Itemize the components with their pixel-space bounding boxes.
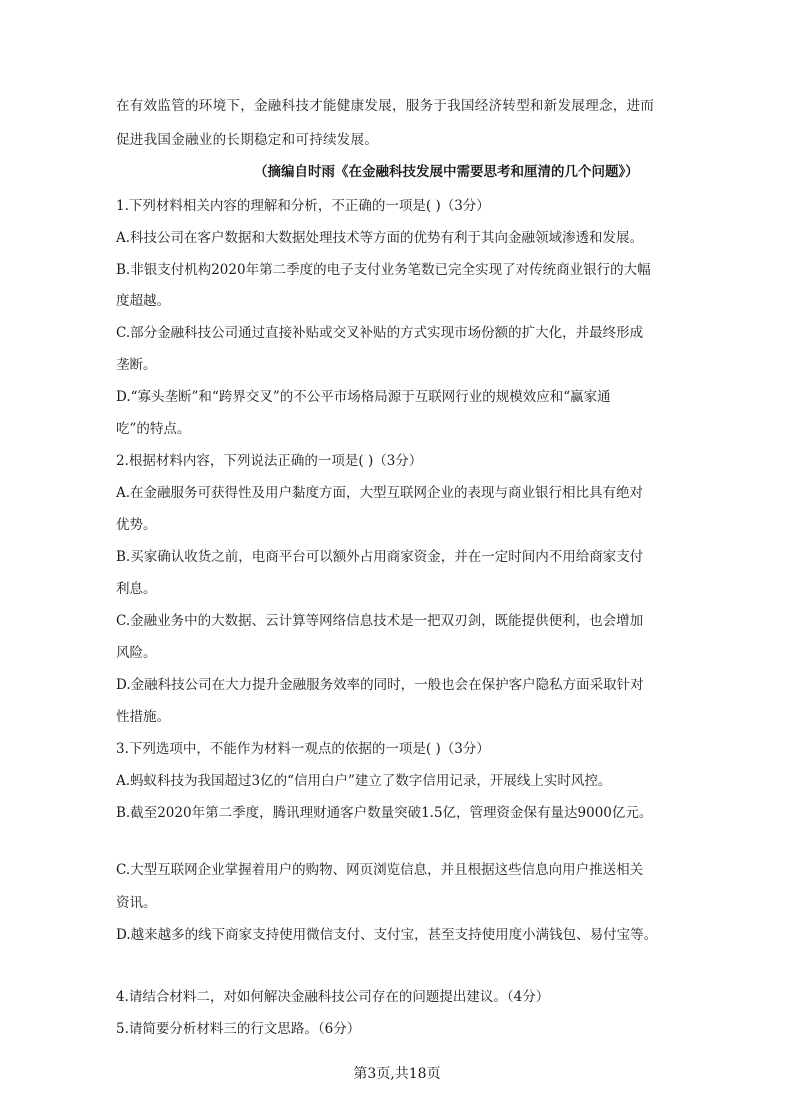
question-5-stem: 5.请简要分析材料三的行文思路。（6分） [116,1021,361,1037]
question-3-option-c-cont: 资讯。 [116,895,157,911]
question-3-option-b: B.截至2020年第二季度，腾讯理财通客户数量突破1.5亿，管理资金保有量达9000亿元。 [116,805,653,821]
question-1-stem: 1.下列材料相关内容的理解和分析，不正确的一项是( )（3分） [116,198,490,214]
question-3-option-a: A.蚂蚁科技为我国超过3亿的“信用白户”建立了数字信用记录，开展线上实时风控。 [116,773,612,789]
question-1-option-d-cont: 吃”的特点。 [116,421,191,437]
question-2-option-a: A.在金融服务可获得性及用户黏度方面，大型互联网企业的表现与商业银行相比具有绝对 [116,485,644,501]
page-number: 第3页,共18页 [353,1066,441,1082]
question-4-stem: 4.请结合材料二，对如何解决金融科技公司存在的问题提出建议。（4分） [116,989,550,1005]
question-2-option-c-cont: 风险。 [116,645,157,661]
question-2-option-d-cont: 性措施。 [116,709,170,725]
question-3-option-d: D.越来越多的线下商家支持使用微信支付、支付宝，甚至支持使用度小满钱包、易付宝等。 [116,927,658,943]
source-citation: （摘编自时雨《在金融科技发展中需要思考和厘清的几个问题》） [254,164,639,180]
intro-line-2: 促进我国金融业的长期稳定和可持续发展。 [116,132,379,148]
question-3-option-c: C.大型互联网企业掌握着用户的购物、网页浏览信息，并且根据这些信息向用户推送相关 [116,862,644,878]
question-1-option-d: D.“寡头垄断”和“跨界交叉”的不公平市场格局源于互联网行业的规模效应和“赢家通 [116,389,611,405]
question-2-option-b-cont: 利息。 [116,581,157,597]
intro-line-1: 在有效监管的环境下，金融科技才能健康发展，服务于我国经济转型和新发展理念，进而 [116,98,655,114]
question-2-option-b: B.买家确认收货之前，电商平台可以额外占用商家资金，并在一定时间内不用给商家支付 [116,549,644,565]
question-2-stem: 2.根据材料内容，下列说法正确的一项是( )（3分） [116,453,423,469]
question-1-option-b: B.非银支付机构2020年第二季度的电子支付业务笔数已完全实现了对传统商业银行的大幅 [116,262,651,278]
question-2-option-c: C.金融业务中的大数据、云计算等网络信息技术是一把双刃剑，既能提供便利，也会增加 [116,613,644,629]
question-1-option-a: A.科技公司在客户数据和大数据处理技术等方面的优势有利于其向金融领域渗透和发展。 [116,230,644,246]
question-1-option-c: C.部分金融科技公司通过直接补贴或交叉补贴的方式实现市场份额的扩大化，并最终形成 [116,325,644,341]
question-2-option-a-cont: 优势。 [116,517,157,533]
question-3-stem: 3.下列选项中，不能作为材料一观点的依据的一项是( )（3分） [116,741,490,757]
question-1-option-b-cont: 度超越。 [116,293,170,309]
question-2-option-d: D.金融科技公司在大力提升金融服务效率的同时，一般也会在保护客户隐私方面采取针对 [116,677,644,693]
question-1-option-c-cont: 垄断。 [116,357,157,373]
